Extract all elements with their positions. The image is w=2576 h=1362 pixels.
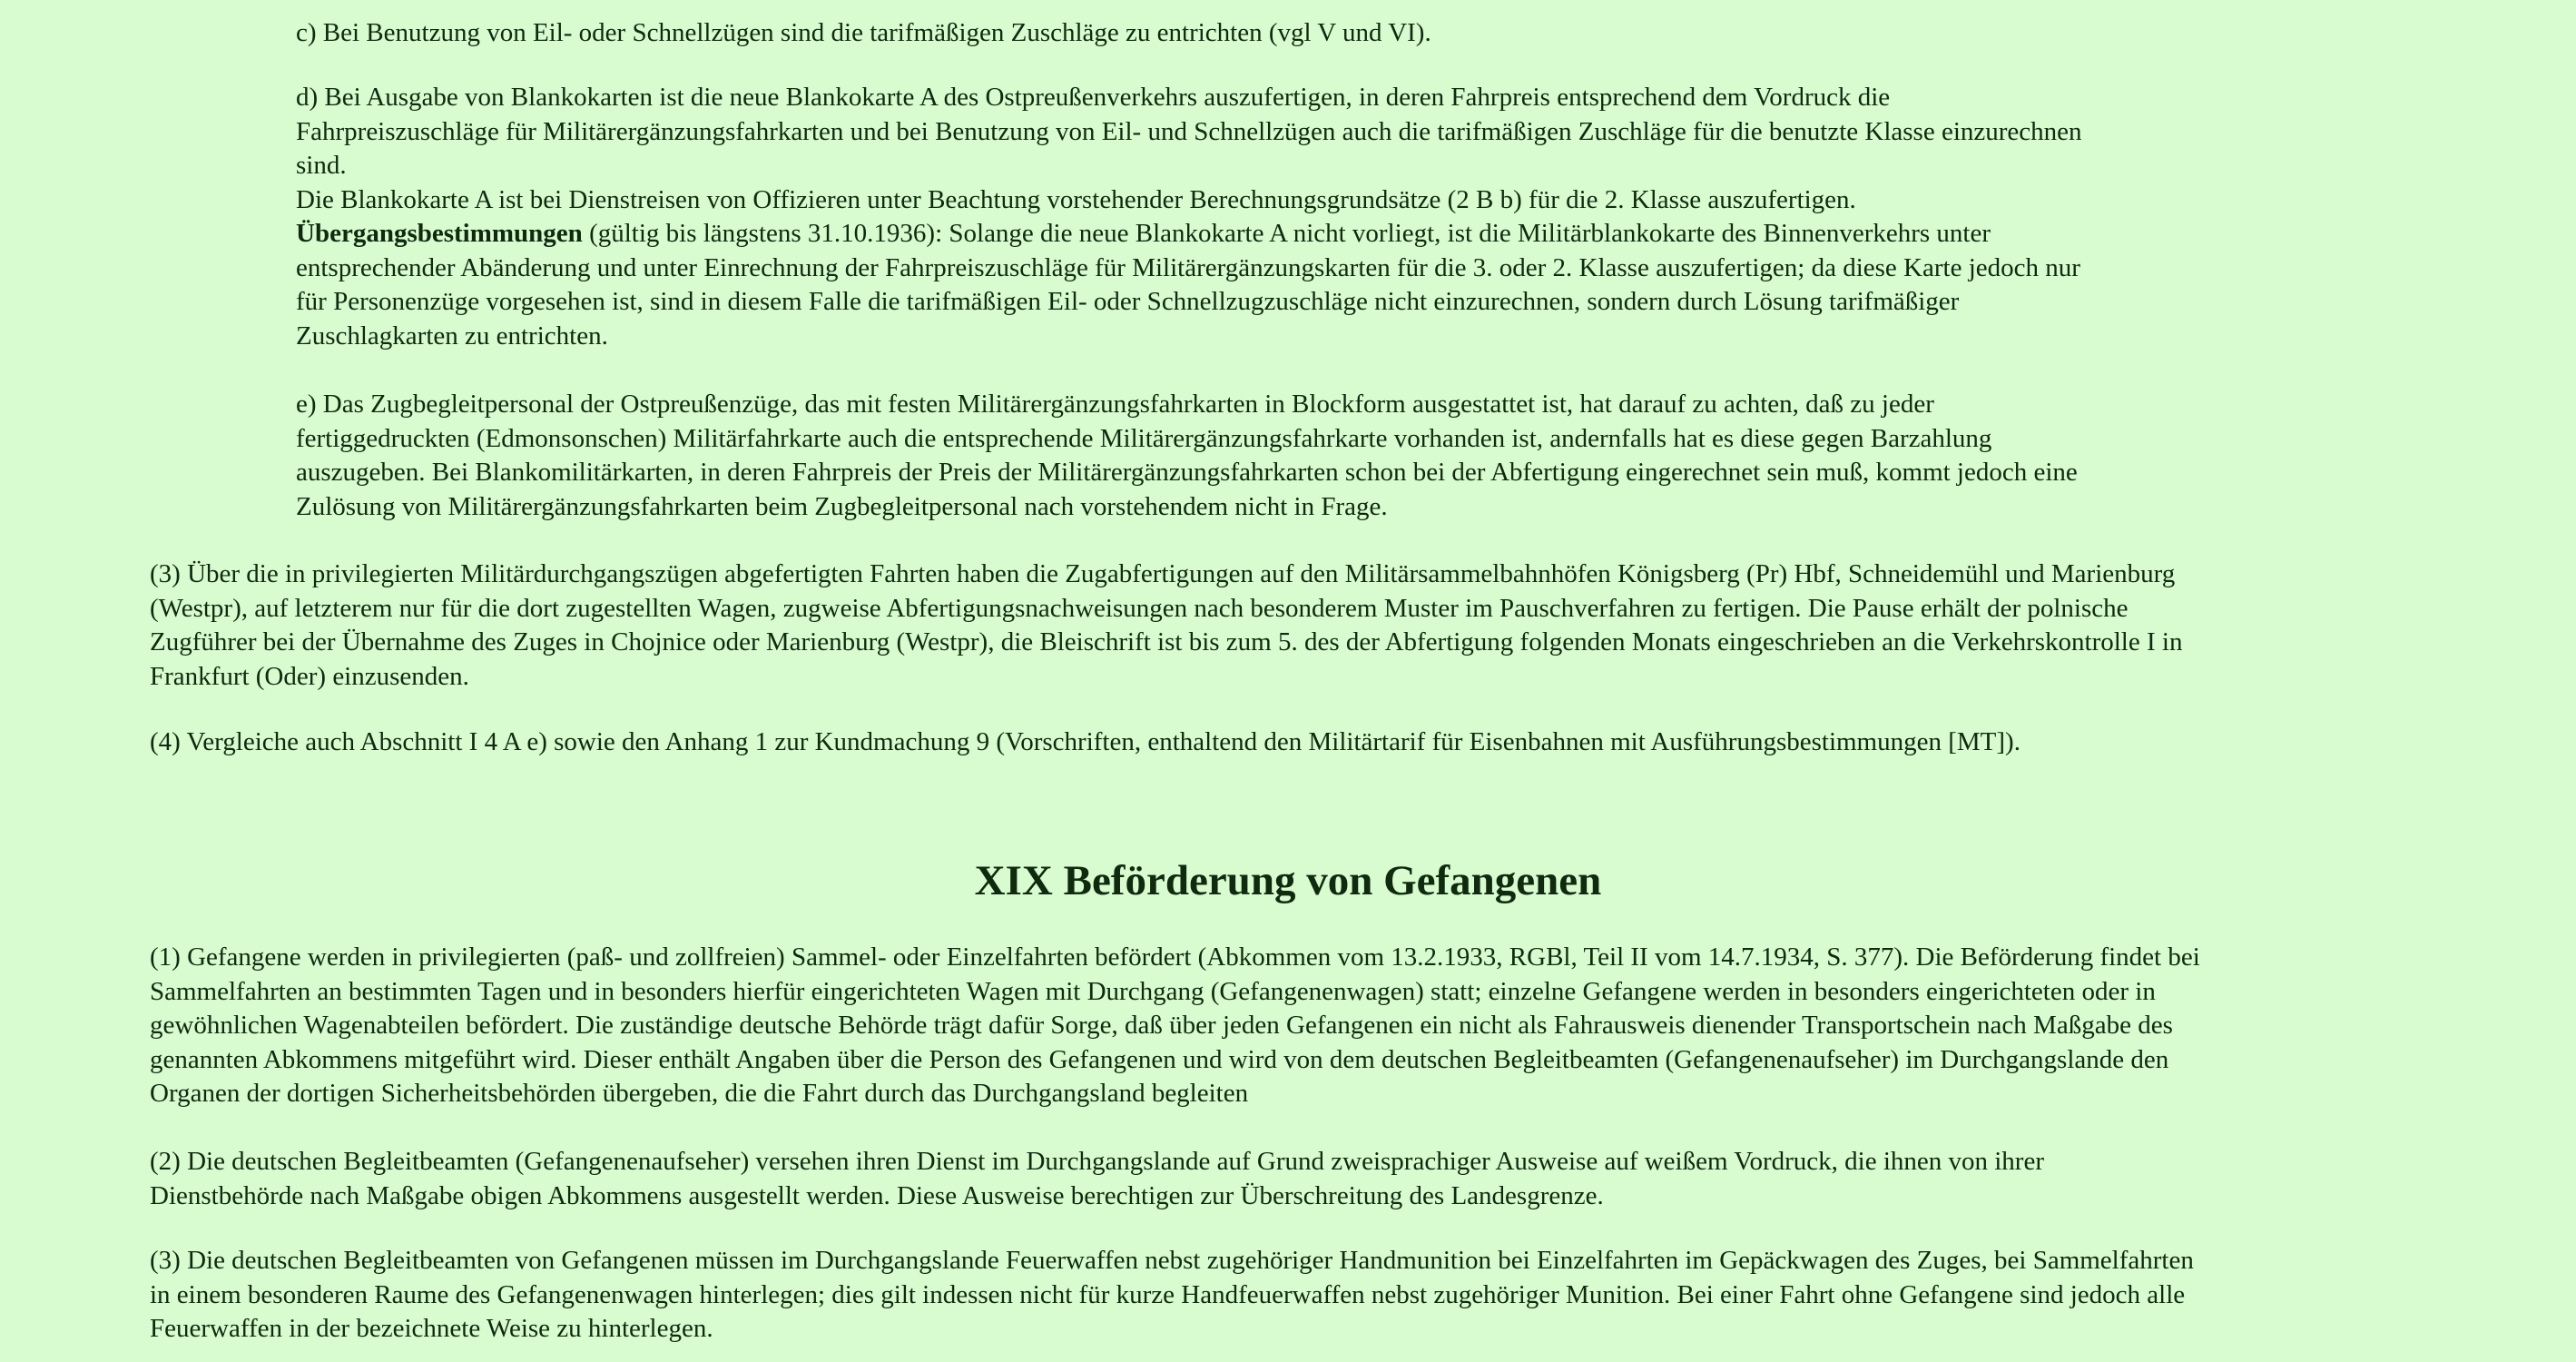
text-line: Zugführer bei der Übernahme des Zuges in Chojnice oder Marienburg (Westpr), die Bleischrift ist bis zum 5. des der Abfertigung folgenden Monats eingeschrieben an die Verkehrskontrolle I in bbox=[150, 627, 2183, 656]
paragraph-4 bbox=[150, 725, 2437, 760]
text-line: Zuschlagkarten zu entrichten. bbox=[296, 321, 608, 350]
text-line: (1) Gefangene werden in privilegierten (paß- und zollfreien) Sammel- oder Einzelfahrten befördert (Abkommen vom 13.2.1933, RGBl, Teil II vom 14.7.1934, S. 377). Die Beförderung findet bei bbox=[150, 943, 2200, 972]
text-line: gewöhnlichen Wagenabteilen befördert. Die zuständige deutsche Behörde trägt dafür Sorge, daß über jeden Gefangenen ein nicht als Fahrausweis dienender Transportschein nach Maßgabe des bbox=[150, 1011, 2173, 1040]
text-line: Feuerwaffen in der bezeichnete Weise zu hinterlegen. bbox=[150, 1314, 713, 1343]
text-line: entsprechender Abänderung und unter Einrechnung der Fahrpreiszuschläge für Militärergänzungskarten für die 3. oder 2. Klasse auszufertigen; da diese Karte jedoch nur bbox=[296, 252, 2080, 282]
transition-line bbox=[296, 217, 2338, 252]
text-line: (3) Die deutschen Begleitbeamten von Gefangenen müssen im Durchgangslande Feuerwaffen nebst zugehöriger Handmunition bei Einzelfahrten im Gepäckwagen des Zuges, bei Sammelfahrten bbox=[150, 1246, 2194, 1275]
text-line: für Personenzüge vorgesehen ist, sind in diesem Falle die tarifmäßigen Eil- oder Schnellzugzuschläge nicht einzurechnen, sondern durch Lösung tarifmäßiger bbox=[296, 287, 1960, 316]
text-line: Dienstbehörde nach Maßgabe obigen Abkommens ausgestellt werden. Diese Ausweise berechtigen zur Überschreitung des Landesgrenze. bbox=[150, 1180, 1604, 1210]
paragraph-d bbox=[296, 81, 2338, 353]
transition-title: Übergangsbestimmungen bbox=[296, 219, 583, 248]
chapter-paragraph-3 bbox=[150, 1244, 2437, 1347]
text-line: Frankfurt (Oder) einzusenden. bbox=[150, 661, 469, 691]
chapter-paragraph-2 bbox=[150, 1145, 2437, 1213]
text-line: Organen der dortigen Sicherheitsbehörden übergeben, die die Fahrt durch das Durchgangsland begleiten bbox=[150, 1079, 1249, 1108]
paragraph-e bbox=[296, 388, 2338, 524]
chapter-paragraph-1 bbox=[150, 941, 2437, 1111]
text-line: (Westpr), auf letzterem nur für die dort zugestellten Wagen, zugweise Abfertigungsnachweisungen nach besonderem Muster im Pauschverfahren zu fertigen. Die Pause erhält der polnische bbox=[150, 593, 2129, 623]
text-line: auszugeben. Bei Blankomilitärkarten, in deren Fahrpreis der Preis der Militärergänzungsfahrkarten schon bei der Abfertigung eingerechnet sein muß, kommt jedoch eine bbox=[296, 458, 2078, 487]
text-line: Zulösung von Militärergänzungsfahrkarten beim Zugbegleitpersonal nach vorstehendem nicht in Frage. bbox=[296, 491, 1388, 521]
text-line: e) Das Zugbegleitpersonal der Ostpreußenzüge, das mit festen Militärergänzungsfahrkarten in Blockform ausgestattet ist, hat darauf zu achten, daß zu jeder bbox=[296, 390, 1934, 419]
text-line: (3) Über die in privilegierten Militärdurchgangszügen abgefertigten Fahrten haben die Zugabfertigungen auf den Militärsammelbahnhöfen Königsberg (Pr) Hbf, Schneidemühl und Marienburg bbox=[150, 559, 2176, 588]
text-line: sind. bbox=[296, 151, 347, 180]
text-line: genannten Abkommens mitgeführt wird. Dieser enthält Angaben über die Person des Gefangenen und wird von dem deutschen Begleitbeamten (Gefangenenaufseher) im Durchgangslande den bbox=[150, 1044, 2169, 1074]
paragraph-3 bbox=[150, 558, 2437, 694]
text-line: in einem besonderen Raume des Gefangenenwagen hinterlegen; dies gilt indessen nicht für kurze Handfeuerwaffen nebst zugehöriger Munition. Bei einer Fahrt ohne Gefangene sind jedoch alle bbox=[150, 1279, 2186, 1309]
chapter-heading: XIX Beförderung von Gefangenen bbox=[974, 857, 1602, 904]
text-line: fertiggedruckten (Edmonsonschen) Militärfahrkarte auch die entsprechende Militärergänzungsfahrkarte vorhanden ist, andernfalls hat es diese gegen Barzahlung bbox=[296, 423, 1992, 453]
text-line: Sammelfahrten an bestimmten Tagen und in besonders hierfür eingerichteten Wagen mit Durchgang (Gefangenenwagen) statt; einzelne Gefangene werden in besonders eingerichteten oder in bbox=[150, 976, 2156, 1006]
text-line: c) Bei Benutzung von Eil- oder Schnellzügen sind die tarifmäßigen Zuschläge zu entrichten (vgl V und VI). bbox=[296, 18, 1431, 47]
text-line: Fahrpreiszuschläge für Militärergänzungsfahrkarten und bei Benutzung von Eil- und Schnellzügen auch die tarifmäßigen Zuschläge für die benutzte Klasse einzurechnen bbox=[296, 116, 2082, 146]
transition-text: (gültig bis längstens 31.10.1936): Solange die neue Blankokarte A nicht vorliegt, ist die Militärblankokarte des Binnenverkehrs unter bbox=[582, 219, 1991, 248]
text-line: (2) Die deutschen Begleitbeamten (Gefangenenaufseher) versehen ihren Dienst im Durchgangslande auf Grund zweisprachiger Ausweise auf weißem Vordruck, die ihnen von ihrer bbox=[150, 1147, 2044, 1176]
text-line: (4) Vergleiche auch Abschnitt I 4 A e) sowie den Anhang 1 zur Kundmachung 9 (Vorschriften, enthaltend den Militärtarif für Eisenbahnen mit Ausführungsbestimmungen [MT]). bbox=[150, 727, 2020, 756]
paragraph-c bbox=[296, 16, 2338, 51]
text-line: Die Blankokarte A ist bei Dienstreisen von Offizieren unter Beachtung vorstehender Berechnungsgrundsätze (2 B b) für die 2. Klasse auszufertigen. bbox=[296, 184, 1856, 214]
text-line: d) Bei Ausgabe von Blankokarten ist die neue Blankokarte A des Ostpreußenverkehrs auszufertigen, in deren Fahrpreis entsprechend dem Vordruck die bbox=[296, 83, 1891, 112]
